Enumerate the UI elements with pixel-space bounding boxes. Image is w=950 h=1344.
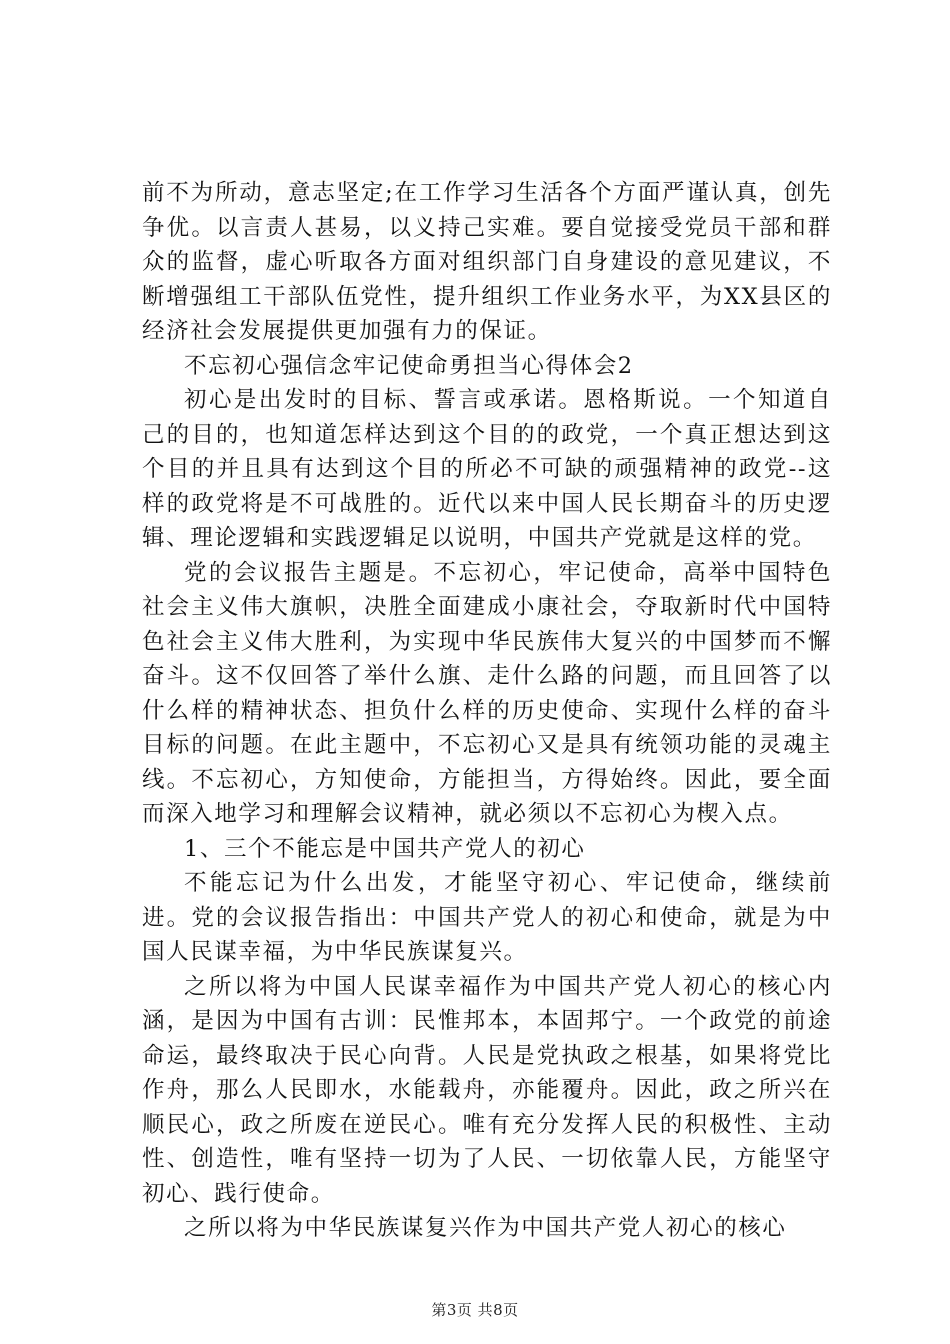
document-body (142, 176, 832, 1246)
subsection-heading: 1、三个不能忘是中国共产党人的初心 (184, 835, 586, 862)
section-title: 不忘初心强信念牢记使命勇担当心得体会2 (184, 352, 634, 379)
paragraph-5: 之所以将为中国人民谋幸福作为中国共产党人初心的核心内涵，是因为中国有古训：民惟邦本，本固邦宁。一个政党的前途命运，最终取决于民心向背。人民是党执政之根基，如果将党比作舟，那么人民即水，水能载舟，亦能覆舟。因此，政之所兴在顺民心，政之所废在逆民心。唯有充分发挥人民的积极性、主动性、创造性，唯有坚持一切为了人民、一切依靠人民，方能坚守初心、践行使命。 (142, 973, 832, 1207)
paragraph-2: 初心是出发时的目标、誓言或承诺。恩格斯说。一个知道自己的目的，也知道怎样达到这个目的的政党，一个真正想达到这个目的并且具有达到这个目的所必不可缺的顽强精神的政党--这样的政党将是不可战胜的。近代以来中国人民长期奋斗的历史逻辑、理论逻辑和实践逻辑足以说明，中国共产党就是这样的党。 (142, 387, 832, 551)
paragraph-6: 之所以将为中华民族谋复兴作为中国共产党人初心的核心 (184, 1215, 787, 1241)
page-footer: 第3页 共8页 (431, 1301, 519, 1319)
paragraph-1: 前不为所动，意志坚定;在工作学习生活各个方面严谨认真，创先争优。以言责人甚易，以义持己实难。要自觉接受党员干部和群众的监督，虚心听取各方面对组织部门自身建设的意见建议，不断增强组工干部队伍党性，提升组织工作业务水平，为XX县区的经济社会发展提供更加强有力的保证。 (142, 180, 832, 344)
paragraph-4: 不能忘记为什么出发，才能坚守初心、牢记使命，继续前进。党的会议报告指出：中国共产党人的初心和使命，就是为中国人民谋幸福，为中华民族谋复兴。 (142, 870, 832, 965)
paragraph-3: 党的会议报告主题是。不忘初心，牢记使命，高举中国特色社会主义伟大旗帜，决胜全面建成小康社会，夺取新时代中国特色社会主义伟大胜利，为实现中华民族伟大复兴的中国梦而不懈奋斗。这不仅回答了举什么旗、走什么路的问题，而且回答了以什么样的精神状态、担负什么样的历史使命、实现什么样的奋斗目标的问题。在此主题中，不忘初心又是具有统领功能的灵魂主线。不忘初心，方知使命，方能担当，方得始终。因此，要全面而深入地学习和理解会议精神，就必须以不忘初心为楔入点。 (142, 559, 832, 827)
